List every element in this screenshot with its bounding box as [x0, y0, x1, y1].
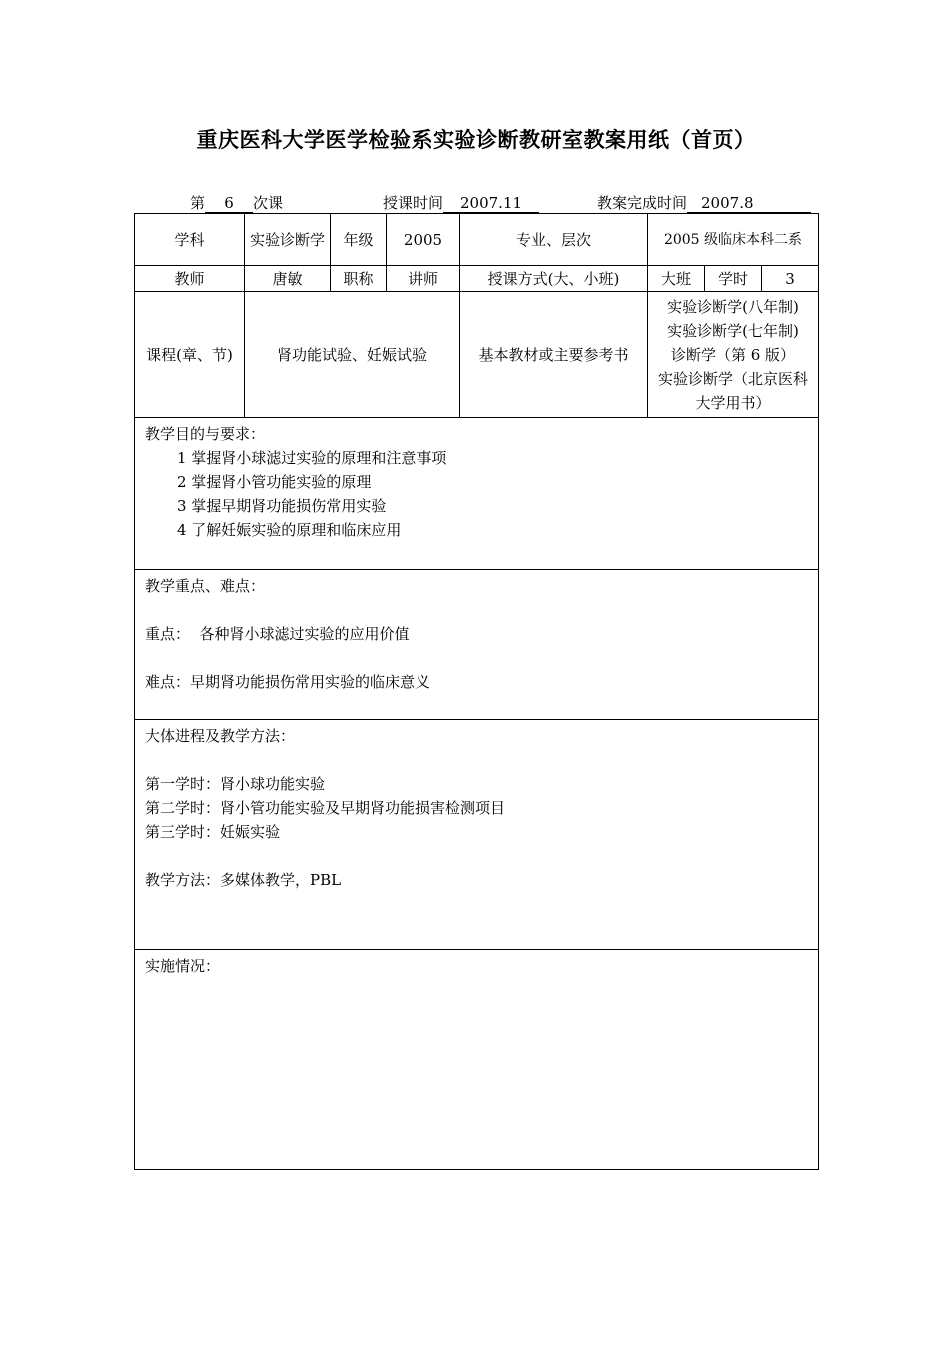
- mode-value: 大班: [648, 266, 705, 292]
- done-time-info: [597, 192, 811, 214]
- book-item: 实验诊断学(七年制): [667, 321, 799, 340]
- done-time-value: 2007.8: [687, 194, 811, 213]
- teacher-value: 唐敏: [245, 266, 331, 292]
- teacher-label: 教师: [135, 266, 245, 292]
- objective-item: 2 掌握肾小管功能实验的原理: [177, 473, 372, 491]
- process-hour: 第一学时：肾小球功能实验: [145, 775, 326, 793]
- books-label: 基本教材或主要参考书: [460, 292, 648, 418]
- objectives-section: [135, 418, 819, 570]
- lesson-plan-table: [134, 213, 818, 1170]
- objective-item: 4 了解妊娠实验的原理和临床应用: [177, 521, 402, 539]
- grade-value: 2005: [387, 214, 460, 266]
- lesson-number: 6: [205, 194, 253, 213]
- process-section: [135, 720, 819, 950]
- objectives-heading: 教学目的与要求：: [145, 425, 266, 443]
- subject-label: 学科: [135, 214, 245, 266]
- row-subject: [135, 214, 819, 266]
- lesson-prefix: 第: [190, 194, 206, 212]
- major-value: 2005 级临床本科二系: [648, 214, 819, 266]
- row-implementation: [135, 950, 819, 1170]
- process-hour: 第二学时：肾小管功能实验及早期肾功能损害检测项目: [145, 799, 506, 817]
- major-label: 专业、层次: [460, 214, 648, 266]
- process-hour: 第三学时：妊娠实验: [145, 823, 281, 841]
- page-title: 重庆医科大学医学检验系实验诊断教研室教案用纸（首页）: [196, 127, 756, 152]
- teach-time-info: [383, 192, 539, 214]
- book-item: 实验诊断学(八年制): [667, 297, 799, 316]
- course-label: 课程(章、节): [135, 292, 245, 418]
- lesson-suffix: 次课: [253, 194, 284, 212]
- lesson-info: [190, 192, 283, 214]
- course-value: 肾功能试验、妊娠试验: [245, 292, 460, 418]
- objective-item: 1 掌握肾小球滤过实验的原理和注意事项: [177, 449, 447, 467]
- hours-label: 学时: [705, 266, 762, 292]
- row-course: [135, 292, 819, 418]
- row-teacher: [135, 266, 819, 292]
- process-heading: 大体进程及教学方法：: [145, 727, 296, 745]
- difficult-point: 难点：早期肾功能损伤常用实验的临床意义: [145, 673, 431, 691]
- keypoints-section: [135, 570, 819, 720]
- implementation-section: [135, 950, 819, 1170]
- mode-label: 授课方式(大、小班): [460, 266, 648, 292]
- book-item: 实验诊断学（北京医科大学用书）: [657, 369, 808, 412]
- key-point: 重点： 各种肾小球滤过实验的应用价值: [145, 625, 410, 643]
- subject-value: 实验诊断学: [245, 214, 331, 266]
- done-time-label: 教案完成时间: [597, 194, 688, 212]
- book-item: 诊断学（第 6 版）: [670, 345, 796, 364]
- teach-time-value: 2007.11: [443, 194, 539, 213]
- title-label: 职称: [331, 266, 387, 292]
- grade-label: 年级: [331, 214, 387, 266]
- books-list: [648, 292, 819, 418]
- teaching-method: 教学方法：多媒体教学，PBL: [145, 871, 342, 889]
- teach-time-label: 授课时间: [383, 194, 444, 212]
- title-value: 讲师: [387, 266, 460, 292]
- implementation-heading: 实施情况：: [145, 957, 221, 975]
- row-process: [135, 720, 819, 950]
- hours-value: 3: [762, 266, 819, 292]
- keypoints-heading: 教学重点、难点：: [145, 577, 266, 595]
- row-objectives: [135, 418, 819, 570]
- objective-item: 3 掌握早期肾功能损伤常用实验: [177, 497, 387, 515]
- row-keypoints: [135, 570, 819, 720]
